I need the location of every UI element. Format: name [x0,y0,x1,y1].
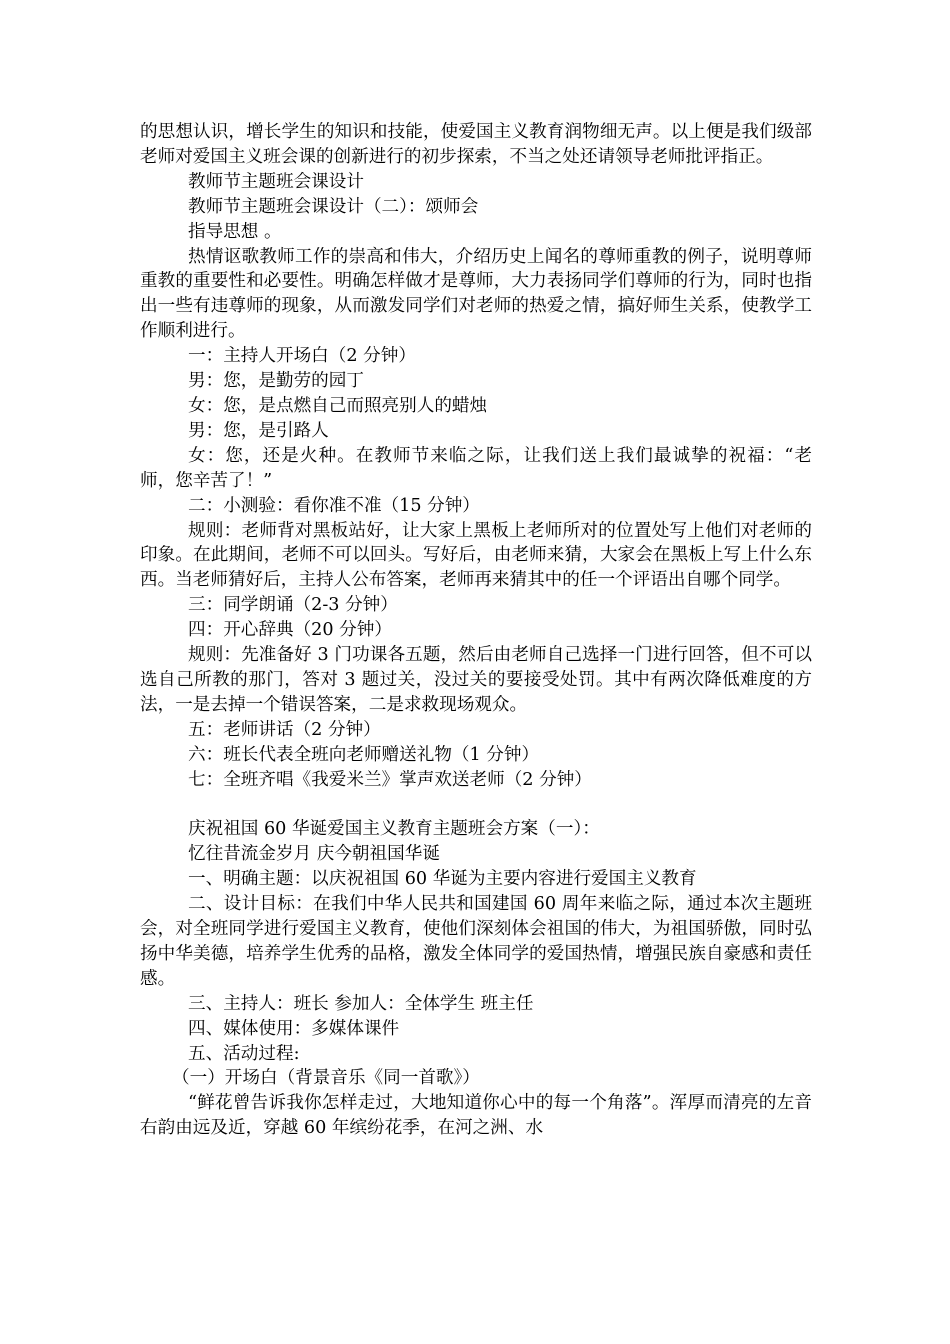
dialogue-line: 女：您，是点燃自己而照亮别人的蜡烛 [188,395,488,416]
blank-line [140,792,812,817]
list-item: 四、媒体使用：多媒体课件 [188,1018,400,1039]
paragraph: 规则：先准备好 3 门功课各五题，然后由老师自己选择一门进行回答，但不可以选自己所教的那门，答对 3 题过关，没过关的要接受处罚。其中有两次降低难度的方法，一是去掉一个错误答案，二是求救现场观众。 [140,645,812,715]
section-subtitle: 教师节主题班会课设计（二）：颂师会 [188,196,479,217]
document-body [140,120,812,1141]
list-item: 五、活动过程: [188,1043,300,1064]
list-item: 三：同学朗诵（2-3 分钟） [188,595,398,616]
list-item: 三、主持人：班长 参加人：全体学生 班主任 [188,993,534,1014]
paragraph: “鲜花曾告诉我你怎样走过，大地知道你心中的每一个角落”。浑厚而清亮的左音右韵由远及近，穿越 60 年缤纷花季，在河之洲、水 [140,1093,812,1139]
list-item: 一：主持人开场白（2 分钟） [188,346,416,367]
section-title: 教师节主题班会课设计 [188,171,364,192]
list-item: 二：小测验：看你准不准（15 分钟） [188,495,480,516]
paragraph: 的思想认识，增长学生的知识和技能，使爱国主义教育润物细无声。以上便是我们级部老师对爱国主义班会课的创新进行的初步探索，不当之处还请领导老师批评指正。 [140,122,812,167]
list-item: （一）开场白（背景音乐《同一首歌》） [172,1068,480,1089]
section-subtitle: 忆往昔流金岁月 庆今朝祖国华诞 [188,844,440,865]
dialogue-line: 女：您，还是火种。在教师节来临之际，让我们送上我们最诚挚的祝福：“老师，您辛苦了！” [140,445,812,491]
paragraph: 二、设计目标：在我们中华人民共和国建国 60 周年来临之际，通过本次主题班会，对全班同学进行爱国主义教育，使他们深刻体会祖国的伟大，为祖国骄傲，同时弘扬中华美德，培养学生优秀的品格，激发全体同学的爱国热情，增强民族自豪感和责任感。 [140,894,812,989]
heading-guiding-thought: 指导思想 。 [188,221,282,242]
paragraph: 规则：老师背对黑板站好，让大家上黑板上老师所对的位置处写上他们对老师的印象。在此期间，老师不可以回头。写好后，由老师来猜，大家会在黑板上写上什么东西。当老师猜好后，主持人公布答案，老师再来猜其中的任一个评语出自哪个同学。 [140,520,812,591]
list-item: 六：班长代表全班向老师赠送礼物（1 分钟） [188,744,540,765]
paragraph: 热情讴歌教师工作的崇高和伟大，介绍历史上闻名的尊师重教的例子，说明尊师重教的重要性和必要性。明确怎样做才是尊师，大力表扬同学们尊师的行为，同时也指出一些有违尊师的现象，从而激发同学们对老师的热爱之情，搞好师生关系，使教学工作顺利进行。 [140,246,812,342]
list-item: 一、明确主题：以庆祝祖国 60 华诞为主要内容进行爱国主义教育 [188,869,697,890]
list-item: 四：开心辞典（20 分钟） [188,620,392,641]
section-title: 庆祝祖国 60 华诞爱国主义教育主题班会方案（一）： [188,819,600,840]
list-item: 七：全班齐唱《我爱米兰》掌声欢送老师（2 分钟） [188,769,592,790]
dialogue-line: 男：您，是勤劳的园丁 [188,371,364,392]
list-item: 五：老师讲话（2 分钟） [188,719,381,740]
dialogue-line: 男：您，是引路人 [188,420,329,441]
